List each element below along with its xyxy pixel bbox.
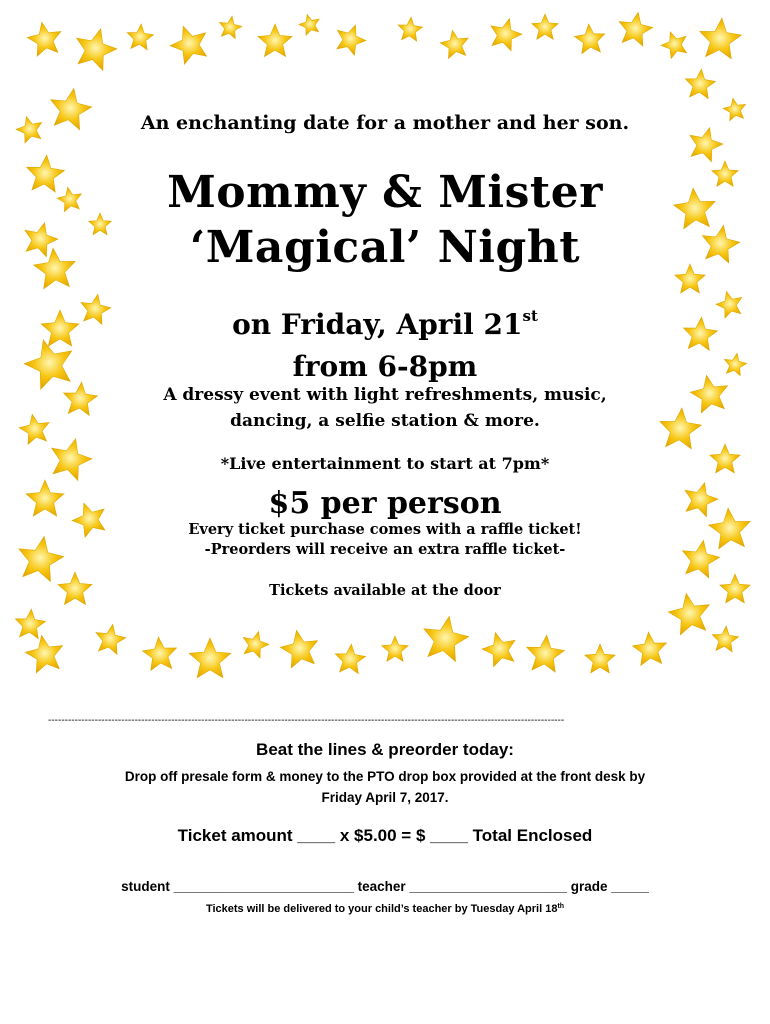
star-icon	[585, 644, 615, 673]
star-icon	[70, 23, 121, 72]
star-icon	[14, 532, 67, 583]
raffle-note	[90, 520, 680, 560]
star-icon	[525, 633, 566, 672]
star-icon	[684, 68, 717, 99]
event-title	[90, 165, 680, 275]
description-line-1: A dressy event with light refreshments, music,	[163, 385, 607, 405]
raffle-line-1: Every ticket purchase comes with a raffle ticket!	[188, 521, 582, 538]
star-icon	[14, 608, 47, 639]
preorder-heading: Beat the lines & preorder today:	[256, 740, 514, 759]
star-icon	[25, 153, 66, 192]
delivery-note-text: Tickets will be delivered to your child’s teacher by Tuesday April 18	[205, 903, 558, 915]
star-icon	[698, 222, 742, 264]
star-icon	[688, 372, 732, 414]
delivery-note-ordinal: th	[557, 903, 565, 910]
star-icon	[45, 433, 96, 482]
star-icon	[217, 14, 243, 39]
star-icon	[331, 20, 370, 58]
star-icon	[720, 574, 750, 603]
star-icon	[297, 12, 322, 37]
star-icon	[479, 628, 521, 668]
date-text: on Friday, April 21	[232, 308, 523, 341]
instructions-line-1: Drop off presale form & money to the PTO drop box provided at the front desk by	[124, 769, 646, 784]
ticket-amount-line: Ticket amount ____ x $5.00 = $ ____ Total Enclosed	[177, 826, 593, 845]
student-info-line: student ________________________ teacher _____________________ grade _____	[121, 879, 649, 894]
star-icon	[58, 572, 92, 605]
date-ordinal: st	[522, 307, 538, 325]
star-icon	[532, 14, 559, 39]
star-icon	[165, 20, 213, 67]
star-icon	[698, 16, 743, 59]
star-icon	[722, 351, 748, 376]
title-line-2: ‘Magical’ Night	[189, 222, 581, 273]
live-entertainment-note: *Live entertainment to start at 7pm*	[220, 454, 550, 473]
star-icon	[26, 480, 64, 516]
star-icon	[419, 612, 472, 663]
star-icon	[189, 638, 231, 678]
star-icon	[382, 636, 409, 661]
star-icon	[486, 14, 525, 52]
star-icon	[126, 23, 155, 51]
star-icon	[712, 161, 739, 186]
star-icon	[334, 643, 367, 674]
event-description	[90, 382, 680, 434]
star-icon	[14, 113, 46, 144]
star-icon	[573, 23, 606, 54]
star-icon	[711, 625, 740, 653]
star-icon	[631, 631, 668, 666]
star-icon	[32, 246, 77, 289]
star-icon	[714, 288, 746, 319]
star-icon	[438, 28, 471, 60]
star-icon	[258, 24, 292, 57]
raffle-line-2: -Preorders will receive an extra raffle ticket-	[204, 541, 566, 558]
star-icon	[41, 310, 79, 346]
star-icon	[685, 123, 727, 163]
preorder-instructions	[40, 766, 730, 808]
star-icon	[680, 478, 722, 518]
title-line-1: Mommy & Mister	[167, 167, 603, 218]
star-icon	[23, 632, 67, 674]
star-icon	[397, 16, 424, 42]
star-icon	[707, 506, 752, 549]
star-icon	[678, 537, 722, 579]
star-icon	[56, 185, 84, 212]
description-line-2: dancing, a selfie station & more.	[230, 411, 540, 431]
ticket-price: $5 per person	[268, 486, 502, 521]
star-icon	[25, 19, 64, 57]
star-icon	[93, 622, 128, 656]
star-icon	[278, 627, 322, 669]
star-icon	[17, 412, 52, 446]
star-icon	[710, 444, 740, 473]
star-icon	[682, 316, 719, 351]
event-time: from 6-8pm	[292, 350, 478, 383]
event-date	[90, 295, 680, 346]
star-icon	[658, 27, 692, 60]
door-tickets-note: Tickets available at the door	[269, 582, 501, 599]
star-icon	[239, 628, 271, 659]
instructions-line-2: Friday April 7, 2017.	[321, 790, 449, 805]
cut-line: -----------------------------------------------------------------------------------------------------------------------------------------------------------	[48, 716, 565, 726]
star-icon	[46, 85, 94, 131]
star-icon	[141, 636, 178, 671]
tagline: An enchanting date for a mother and her son.	[140, 112, 630, 134]
event-date-time	[90, 295, 680, 388]
star-icon	[722, 96, 748, 121]
star-icon	[616, 9, 655, 47]
delivery-note	[40, 903, 730, 915]
